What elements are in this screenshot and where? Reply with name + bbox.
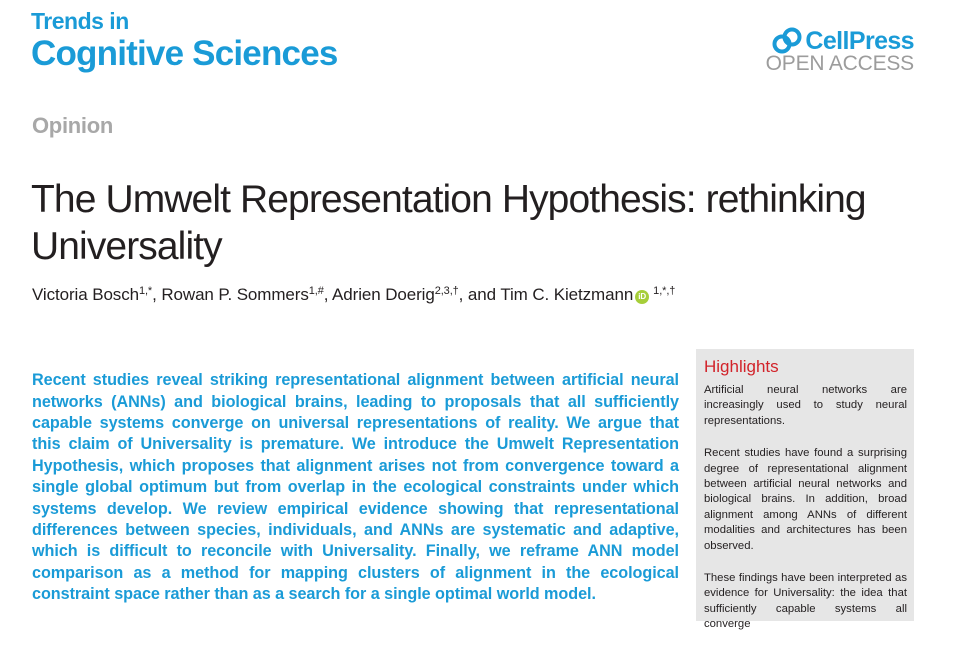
highlight-item: These findings have been interpreted as evidence for Universality: the idea that sufficiently capable systems all converge — [704, 572, 907, 631]
highlight-item: Recent studies have found a surprising degree of representational alignment between artificial neural networks and biological brains. In addition, broad alignment among ANNs of different modalities and architectures has been observed. — [704, 447, 907, 552]
author-separator: , — [152, 285, 162, 304]
cellpress-logo-icon — [773, 28, 801, 54]
article-title: The Umwelt Representation Hypothesis: rethinking Universality — [31, 178, 866, 269]
orcid-icon[interactable]: iD — [635, 290, 649, 304]
author-affiliation: 1,*,† — [653, 285, 676, 297]
author-affiliation: 1,* — [138, 285, 153, 297]
journal-title-line1: Trends in — [31, 8, 129, 34]
author-separator: , and — [458, 285, 501, 304]
highlights-box — [696, 349, 914, 631]
author-name[interactable]: Adrien Doerig — [332, 285, 435, 304]
open-access-label: OPEN ACCESS — [765, 52, 914, 75]
journal-title[interactable] — [31, 8, 338, 74]
author-list — [32, 285, 675, 305]
publisher-logo[interactable] — [766, 28, 914, 75]
highlights-list — [704, 383, 907, 650]
author-name[interactable]: Rowan P. Sommers — [161, 285, 309, 304]
article-type: Opinion — [32, 113, 113, 138]
author-name[interactable]: Tim C. Kietzmann — [500, 285, 634, 304]
highlights-title: Highlights — [704, 357, 779, 376]
author-affiliation: 2,3,† — [434, 285, 459, 297]
author-affiliation: 1,# — [308, 285, 324, 297]
abstract: Recent studies reveal striking representational alignment between artificial neural networks (ANNs) and biological brains, leading to proposals that all sufficiently capable systems converge on universal representations of reality. We argue that this claim of Universality is premature. We introduce the Umwelt Representation Hypothesis, which proposes that alignment arises not from convergence toward a single global optimum but from overlap in the ecological constraints under which systems develop. We review empirical evidence showing that representational differences between species, individuals, and ANNs are systematic and adaptive, which is difficult to reconcile with Universality. Finally, we reframe ANN model comparison as a method for mapping clusters of alignment in the ecological constraint space rather than as a search for a single optimal world model. — [32, 371, 679, 604]
author-name[interactable]: Victoria Bosch — [32, 285, 139, 304]
author-separator: , — [323, 285, 333, 304]
journal-title-line2: Cognitive Sciences — [31, 34, 338, 73]
highlight-item: Artificial neural networks are increasingly used to study neural representations. — [704, 384, 907, 427]
publisher-brand: CellPress — [805, 27, 914, 55]
